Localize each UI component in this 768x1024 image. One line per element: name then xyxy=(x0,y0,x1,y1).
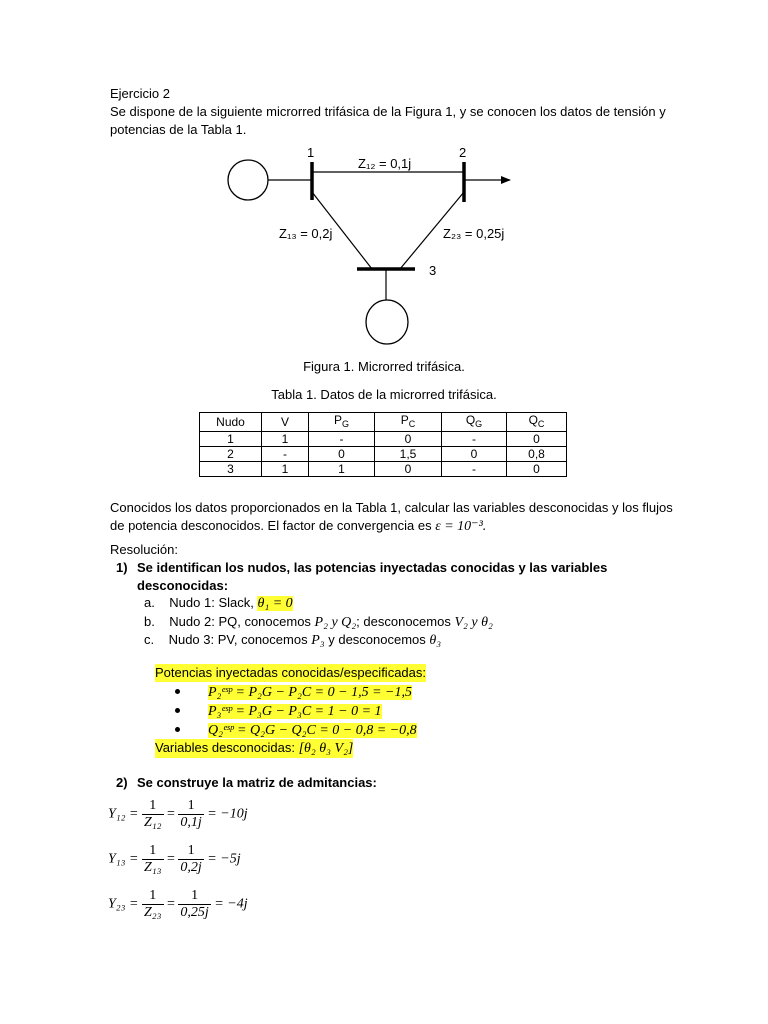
table-cell: 0 xyxy=(375,432,442,447)
table-cell: 0 xyxy=(375,462,442,477)
resolution-label: Resolución: xyxy=(110,542,178,557)
data-table xyxy=(199,412,567,477)
step-2-number: 2) xyxy=(116,775,128,790)
node-3-label: 3 xyxy=(429,263,437,278)
table-cell: - xyxy=(442,432,507,447)
load-arrow-icon xyxy=(501,176,511,184)
generator-3-icon xyxy=(366,300,408,344)
col-header: Nudo xyxy=(200,413,262,432)
table-cell: 1 xyxy=(200,432,262,447)
unknown-variables: Variables desconocidas: [θ₂ θ₃ V₂] xyxy=(155,740,354,756)
col-header: $Q_G$ xyxy=(442,413,507,432)
table-caption: Tabla 1. Datos de la microrred trifásica. xyxy=(271,387,497,402)
table-cell: 1 xyxy=(262,462,309,477)
intro-line-2: potencias de la Tabla 1. xyxy=(110,122,247,137)
z23-label: Z₂₃ = 0,25j xyxy=(443,226,505,241)
table-cell: 1 xyxy=(262,432,309,447)
table-cell: 2 xyxy=(200,447,262,462)
specified-powers-title: Potencias inyectadas conocidas/especificadas: xyxy=(155,665,426,680)
table-row xyxy=(200,462,567,477)
col-header: V xyxy=(262,413,309,432)
table-header-row xyxy=(200,413,567,432)
table-cell: 0,8 xyxy=(507,447,567,462)
table-cell: 1,5 xyxy=(375,447,442,462)
problem-line-2: de potencia desconocidos. El factor de convergencia es ε = 10⁻³. xyxy=(110,518,487,534)
exercise-heading: Ejercicio 2 xyxy=(110,86,170,101)
figure-caption: Figura 1. Microrred trifásica. xyxy=(303,359,465,374)
eq-p3-spec: P₃ᵉˢᵖ = P₃G − P₃C = 1 − 0 = 1 xyxy=(155,701,382,721)
step-2-title: Se construye la matriz de admitancias: xyxy=(137,775,377,790)
col-header: $P_G$ xyxy=(309,413,375,432)
table-cell: - xyxy=(442,462,507,477)
table-cell: 1 xyxy=(309,462,375,477)
step-1-item-c: c. Nudo 3: PV, conocemos P₃ y desconocemos θ₃ xyxy=(144,632,442,648)
problem-line-1: Conocidos los datos proporcionados en la Tabla 1, calcular las variables desconocidas y los flujos xyxy=(110,500,673,515)
table-cell: 0 xyxy=(507,432,567,447)
admittance-y12: Y₁₂ = $\frac{1}{\text{Z₁₂}}$ = $\frac{1}{0,1j}$ = −10j xyxy=(108,798,248,830)
table-cell: - xyxy=(262,447,309,462)
node-2-label: 2 xyxy=(459,145,467,160)
eq-p2-spec: P₂ᵉˢᵖ = P₂G − P₂C = 0 − 1,5 = −1,5 xyxy=(155,682,412,702)
z13-label: Z₁₃ = 0,2j xyxy=(279,226,333,241)
convergence-factor: ε = 10⁻³. xyxy=(435,519,487,534)
table-row xyxy=(200,432,567,447)
admittance-y13: Y₁₃ = $\frac{1}{\text{Z₁₃}}$ = $\frac{1}{0,2j}$ = −5j xyxy=(108,843,241,875)
admittance-y23: Y₂₃ = $\frac{1}{\text{Z₂₃}}$ = $\frac{1}{0,25j}$ = −4j xyxy=(108,888,248,920)
table-cell: - xyxy=(309,432,375,447)
z12-label: Z₁₂ = 0,1j xyxy=(358,156,412,171)
step-1-item-a: a. Nudo 1: Slack, θ₁ = 0 xyxy=(144,595,293,611)
table-cell: 0 xyxy=(442,447,507,462)
table-cell: 3 xyxy=(200,462,262,477)
intro-line-1: Se dispone de la siguiente microrred trifásica de la Figura 1, y se conocen los datos de tensión y xyxy=(110,104,666,119)
table-cell: 0 xyxy=(507,462,567,477)
step-1-title: Se identifican los nudos, las potencias inyectadas conocidas y las variables xyxy=(137,560,608,575)
node-1-label: 1 xyxy=(307,145,315,160)
table-row xyxy=(200,447,567,462)
step-1-title-cont: desconocidas: xyxy=(137,578,229,593)
eq-q2-spec: Q₂ᵉˢᵖ = Q₂G − Q₂C = 0 − 0,8 = −0,8 xyxy=(155,720,417,740)
step-1-item-b: b. Nudo 2: PQ, conocemos P₂ y Q₂; desconocemos V₂ y θ₂ xyxy=(144,614,493,630)
microgrid-diagram xyxy=(220,140,530,355)
step-1-number: 1) xyxy=(116,560,128,575)
generator-1-icon xyxy=(228,160,268,200)
col-header: $Q_C$ xyxy=(507,413,567,432)
table-cell: 0 xyxy=(309,447,375,462)
col-header: $P_C$ xyxy=(375,413,442,432)
